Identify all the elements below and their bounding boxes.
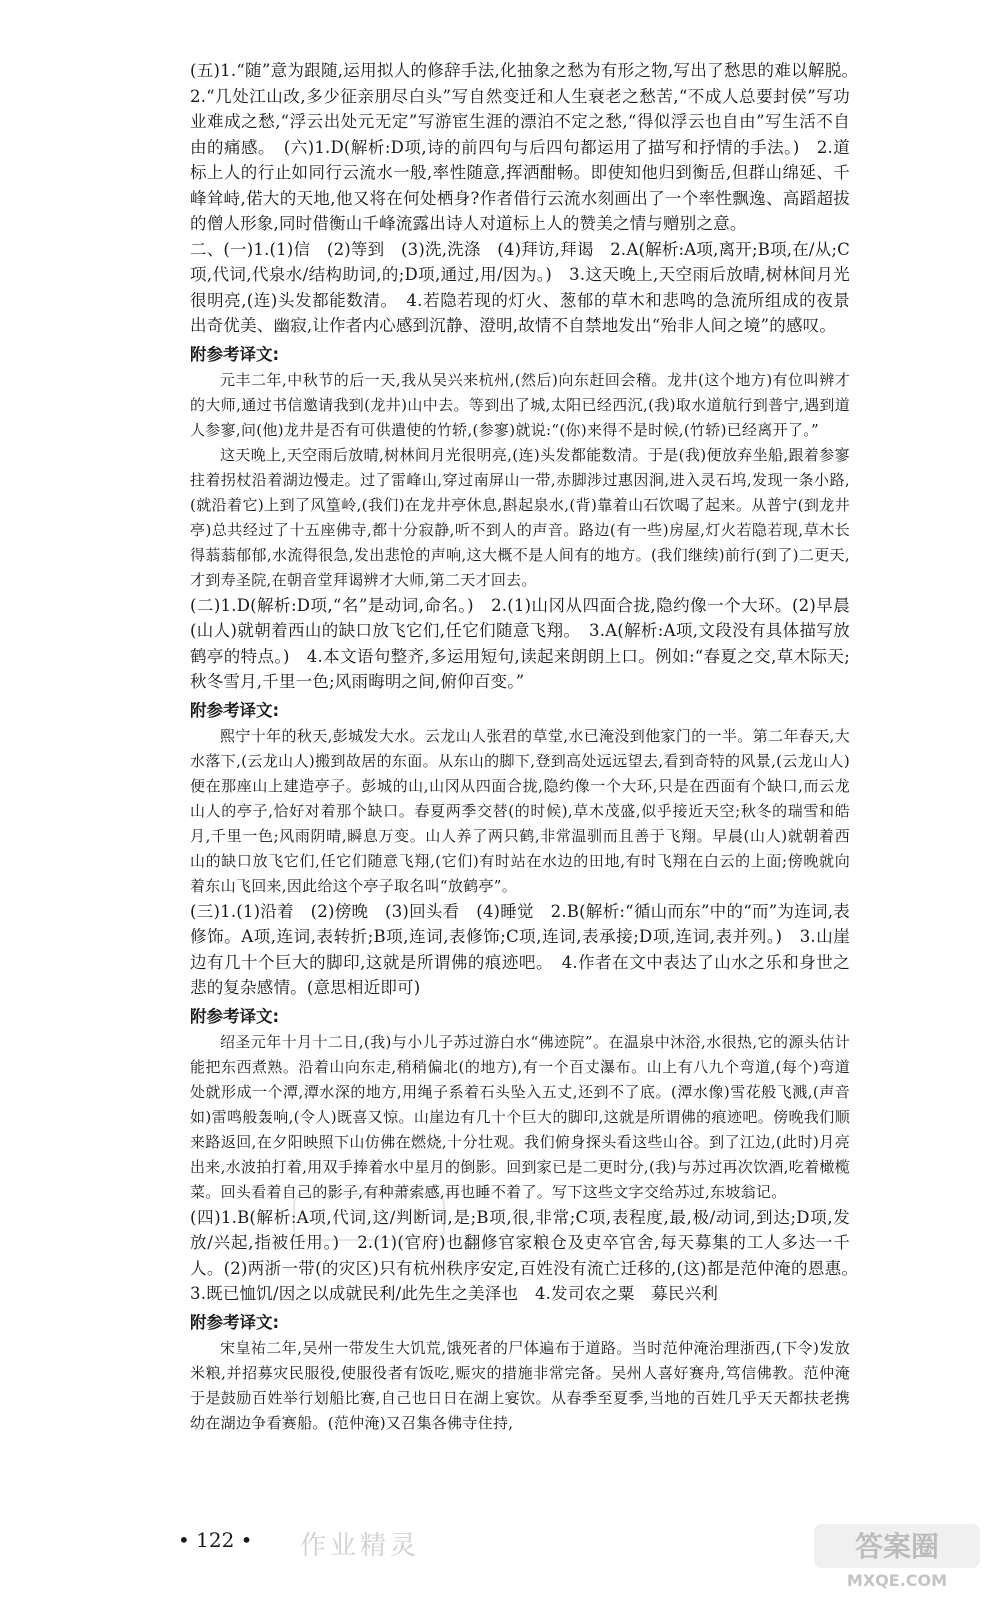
translation-paragraph: 宋皇祐二年,吴州一带发生大饥荒,饿死者的尸体遍布于道路。当时范仲淹治理浙西,(下令)发放米粮,并招募灾民服役,使服役者有饭吃,赈灾的措施非常完备。吴州人喜好赛舟,笃信佛教。范仲淹于是鼓励百姓举行划船比赛,自己也日日在湖上宴饮。从春季至夏季,当地的百姓几乎天天都扶老携幼在湖边争看赛船。(范仲淹)又召集各佛寺住持,	[190, 1338, 850, 1432]
answer-paragraph-part2-2: (二)1.D(解析:D项,“名”是动词,命名。) 2.(1)山冈从四面合拢,隐约像一个大环。(2)早晨(山人)就朝着西山的缺口放飞它们,任它们随意飞翔。 3.A(解析:A项,文段没有具体描写放鹤亭的特点。) 4.本文语句整齐,多运用短句,读起来朗朗上口。例如:“春夏之交,草木际天;秋冬雪月,千里一色;风雨晦明之间,俯仰百变。”	[190, 595, 850, 691]
faint-stamp-watermark	[290, 1188, 450, 1248]
corner-watermark-title: 答案圈	[854, 1530, 940, 1563]
answer-paragraph-part2-3: (三)1.(1)沿着 (2)傍晚 (3)回头看 (4)睡觉 2.B(解析:“循山而东”中的“而”为连词,表修饰。A项,连词,表转折;B项,连词,表修饰;C项,连词,表承接;D项,连词,表并列。) 3.山崖边有几十个巨大的脚印,这就是所谓佛的痕迹吧。 4.作者在文中表达了山水之乐和身世之悲的复杂感情。(意思相近即可)	[190, 901, 850, 997]
watermark-text: 作业精灵	[300, 1531, 421, 1561]
document-body	[190, 58, 867, 1436]
page-number: • 122 •	[178, 1528, 253, 1552]
reference-translation-heading: 附参考译文:	[190, 1312, 280, 1332]
translation-paragraph: 绍圣元年十月十二日,(我)与小儿子苏过游白水“佛迹院”。在温泉中沐浴,水很热,它的源头估计能把东西煮熟。沿着山向东走,稍稍偏北(的地方),有一个百丈瀑布。山上有八九个弯道,(每个)弯道处就形成一个潭,潭水深的地方,用绳子系着石头坠入五丈,还到不了底。(潭水像)雪花般飞溅,(声音如)雷鸣般轰响,(令人)既喜又惊。山崖边有几十个巨大的脚印,这就是所谓佛的痕迹吧。傍晚我们顺来路返回,在夕阳映照下山仿佛在燃烧,十分壮观。我们俯身探头看这些山谷。到了江边,(此时)月亮出来,水波拍打着,用双手捧着水中星月的倒影。回到家已是二更时分,(我)与苏过再次饮酒,吃着橄榄菜。回头看着自己的影子,有种萧索感,再也睡不着了。写下这些文字交给苏过,东坡翁记。	[190, 1032, 850, 1201]
translation-paragraph: 这天晚上,天空雨后放晴,树林间月光很明亮,(连)头发都能数清。于是(我)便放弃坐船,跟着参寥拄着拐杖沿着湖边慢走。过了雷峰山,穿过南屏山一带,赤脚涉过惠因涧,进入灵石坞,发现一条小路,(就沿着它)上到了风篁岭,(我们)在龙井亭休息,斟起泉水,(背)靠着山石饮喝了起来。从普宁(到龙井亭)总共经过了十五座佛寺,都十分寂静,听不到人的声音。路边(有一些)房屋,灯火若隐若现,草木长得蓊蓊郁郁,水流得很急,发出悲怆的声响,这大概不是人间有的地方。(我们继续)前行(到了)二更天,才到寿圣院,在朝音堂拜谒辨才大师,第二天才回去。	[190, 445, 850, 589]
reference-translation-heading: 附参考译文:	[190, 700, 280, 720]
reference-translation-heading: 附参考译文:	[190, 344, 280, 364]
translation-paragraph: 元丰二年,中秋节的后一天,我从吴兴来杭州,(然后)向东赶回会稽。龙井(这个地方)有位叫辨才的大师,通过书信邀请我到(龙井)山中去。等到出了城,太阳已经西沉,(我)取水道航行到普宁,遇到道人参寥,问(他)龙井是否有可供遣使的竹轿,(参寥)就说:“(你)来得不是时候,(竹轿)已经离开了。”	[190, 370, 850, 439]
answer-paragraph-part2-1: 二、(一)1.(1)信 (2)等到 (3)洗,洗涤 (4)拜访,拜谒 2.A(解析:A项,离开;B项,在/从;C项,代词,代泉水/结构助词,的;D项,通过,用/因为。) 3.这天晚上,天空雨后放晴,树林间月光很明亮,(连)头发都能数清。 4.若隐若现的灯火、葱郁的草木和悲鸣的急流所组成的夜景出奇优美、幽寂,让作者内心感到沉静、澄明,故情不自禁地发出“殆非人间之境”的感叹。	[190, 239, 850, 335]
corner-watermark-url: MXQE.COM	[846, 1571, 948, 1590]
answer-paragraph-5-6: (五)1.“随”意为跟随,运用拟人的修辞手法,化抽象之愁为有形之物,写出了愁思的难以解脱。 2.“几处江山改,多少征亲朋尽白头”写自然变迁和人生衰老之愁苦,“不成人总要封侯”写功业难成之愁,“浮云出处元无定”写游宦生涯的漂泊不定之愁,“得似浮云也自由”写生活不自由的痛感。 (六)1.D(解析:D项,诗的前四句与后四句都运用了描写和抒情的手法。) 2.道标上人的行止如同行云流水一般,率性随意,挥洒酣畅。即使知他归到衡岳,但群山绵延、千峰耸峙,偌大的天地,他又将在何处栖身?作者借行云流水刻画出了一个率性飘逸、高蹈超拔的僧人形象,同时借衡山千峰流露出诗人对道标上人的赞美之情与赠别之意。	[190, 61, 867, 233]
reference-translation-heading: 附参考译文:	[190, 1006, 280, 1026]
translation-paragraph: 熙宁十年的秋天,彭城发大水。云龙山人张君的草堂,水已淹没到他家门的一半。第二年春天,大水落下,(云龙山人)搬到故居的东面。从东山的脚下,登到高处远远望去,看到奇特的风景,(云龙山人)便在那座山上建造亭子。彭城的山,山冈从四面合拢,隐约像一个大环,只是在西面有个缺口,而云龙山人的亭子,恰好对着那个缺口。春夏两季交替(的时候),草木茂盛,似乎接近天空;秋冬的瑞雪和皓月,千里一色;风雨阴晴,瞬息万变。山人养了两只鹤,非常温驯而且善于飞翔。早晨(山人)就朝着西山的缺口放飞它们,任它们随意飞翔,(它们)有时站在水边的田地,有时飞翔在白云的上面;傍晚就向着东山飞回来,因此给这个亭子取名叫“放鹤亭”。	[190, 726, 850, 895]
answer-paragraph-part2-4: (四)1.B(解析:A项,代词,这/判断词,是;B项,很,非常;C项,表程度,最,极/动词,到达;D项,发放/兴起,指被任用。) 2.(1)(官府)也翻修官家粮仓及吏卒官舍,每天募集的工人多达一千人。(2)两浙一带(的灾区)只有杭州秩序安定,百姓没有流亡迁移的,(这)都是范仲淹的恩惠。 3.既已恤饥/因之以成就民利/此先生之美泽也 4.发司农之粟 募民兴利	[190, 1207, 867, 1303]
site-logo-watermark	[812, 1520, 982, 1592]
